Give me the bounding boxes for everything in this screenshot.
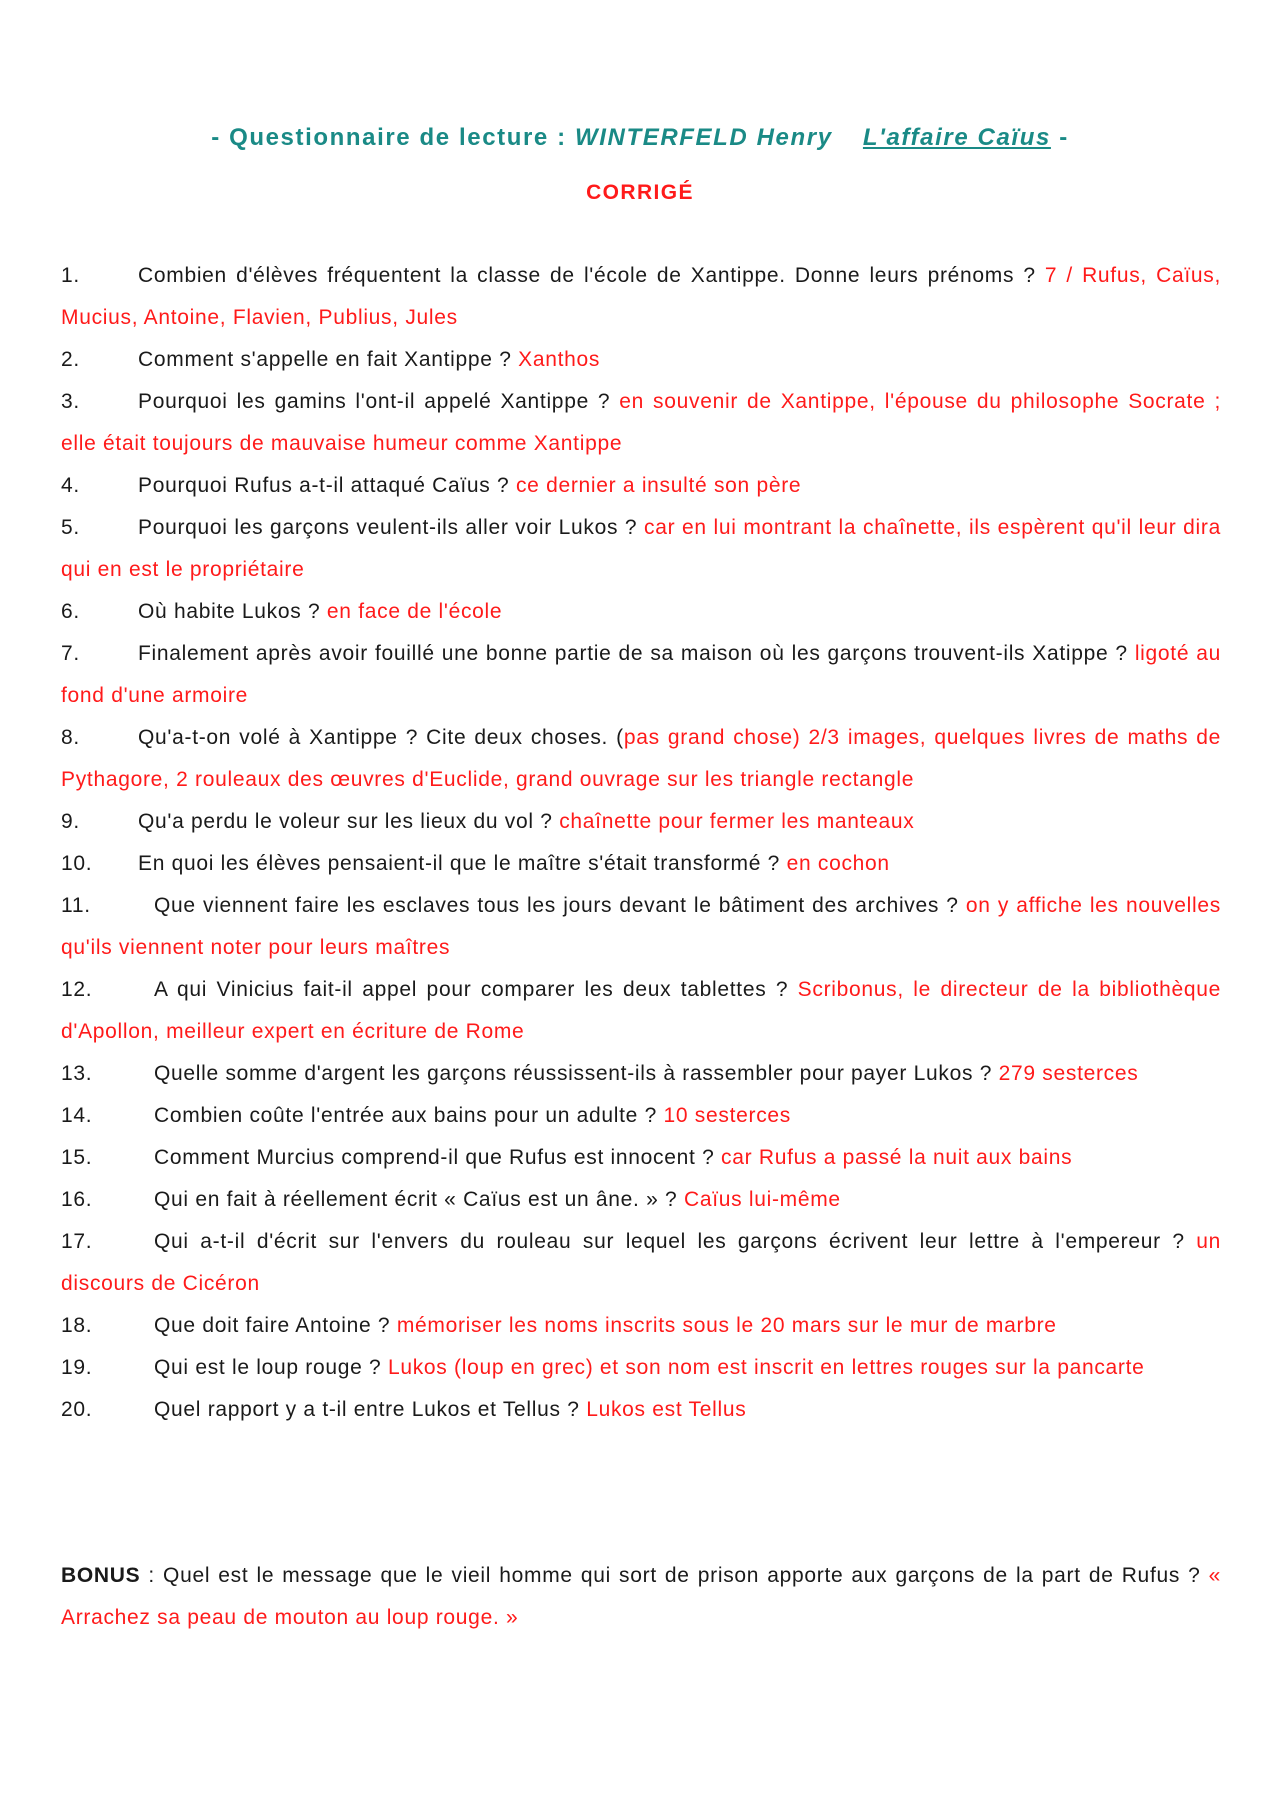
question-number: 1. (61, 264, 80, 287)
question-text: Comment Murcius comprend-il que Rufus est innocent ? (154, 1146, 715, 1169)
answer-text: Scribonus, le directeur de la bibliothèque d'Apollon, meilleur expert en écriture de Rome (61, 978, 1221, 1043)
page-title (0, 124, 1280, 152)
answer-text: Lukos (loup en grec) et son nom est inscrit en lettres rouges sur la pancarte (387, 1356, 1145, 1379)
answer-text: pas grand chose) 2/3 images, quelques livres de maths de Pythagore, 2 rouleaux des œuvres d'Euclide, grand ouvrage sur les triangle rectangle (61, 726, 1221, 791)
answer-text: mémoriser les noms inscrits sous le 20 mars sur le mur de marbre (396, 1314, 1057, 1337)
question-item (61, 1221, 1221, 1305)
question-item (61, 843, 1221, 885)
answer-text: on y affiche les nouvelles qu'ils viennent noter pour leurs maîtres (61, 894, 1221, 959)
bonus-question: : Quel est le message que le vieil homme qui sort de prison apporte aux garçons de la part de Rufus ? (148, 1564, 1201, 1587)
question-number: 18. (61, 1314, 93, 1337)
question-text: Finalement après avoir fouillé une bonne partie de sa maison où les garçons trouvent-ils Xatippe ? (138, 642, 1128, 665)
question-text: Qu'a perdu le voleur sur les lieux du vol ? (138, 810, 553, 833)
question-item (61, 717, 1221, 801)
question-number: 10. (61, 852, 93, 875)
question-number: 15. (61, 1146, 93, 1169)
question-text: Pourquoi les gamins l'ont-il appelé Xantippe ? (138, 390, 611, 413)
answer-text: 279 sesterces (998, 1062, 1139, 1085)
question-text: Pourquoi les garçons veulent-ils aller voir Lukos ? (138, 516, 638, 539)
question-number: 9. (61, 810, 80, 833)
answer-text: Caïus lui-même (683, 1188, 841, 1211)
title-prefix: - Questionnaire de lecture : (211, 124, 567, 151)
question-text: Qu'a-t-on volé à Xantippe ? Cite deux choses. ( (138, 726, 624, 749)
question-text: Pourquoi Rufus a-t-il attaqué Caïus ? (138, 474, 510, 497)
bonus-section (61, 1555, 1221, 1639)
answer-text: 10 sesterces (663, 1104, 791, 1127)
question-text: Quelle somme d'argent les garçons réussissent-ils à rassembler pour payer Lukos ? (154, 1062, 993, 1085)
question-number: 6. (61, 600, 80, 623)
answer-text: 7 / Rufus, Caïus, Mucius, Antoine, Flavien, Publius, Jules (61, 264, 1221, 329)
question-text: Quel rapport y a t-il entre Lukos et Tellus ? (154, 1398, 580, 1421)
question-number: 4. (61, 474, 80, 497)
question-list (61, 255, 1221, 1431)
question-text: Que viennent faire les esclaves tous les jours devant le bâtiment des archives ? (154, 894, 959, 917)
question-number: 13. (61, 1062, 93, 1085)
question-text: Combien coûte l'entrée aux bains pour un adulte ? (154, 1104, 657, 1127)
question-text: Qui en fait à réellement écrit « Caïus est un âne. » ? (154, 1188, 678, 1211)
question-item (61, 381, 1221, 465)
question-item (61, 591, 1221, 633)
question-number: 17. (61, 1230, 93, 1253)
question-text: Qui a-t-il d'écrit sur l'envers du rouleau sur lequel les garçons écrivent leur lettre à l'empereur ? (154, 1230, 1185, 1253)
answer-text: en face de l'école (326, 600, 503, 623)
answer-text: un discours de Cicéron (61, 1230, 1221, 1295)
question-item (61, 1053, 1221, 1095)
question-number: 8. (61, 726, 80, 749)
question-item (61, 1137, 1221, 1179)
answer-text: ce dernier a insulté son père (515, 474, 802, 497)
answer-text: en souvenir de Xantippe, l'épouse du philosophe Socrate ; elle était toujours de mauvaise humeur comme Xantippe (61, 390, 1221, 455)
answer-text: en cochon (786, 852, 890, 875)
question-text: Que doit faire Antoine ? (154, 1314, 391, 1337)
bonus-answer: « Arrachez sa peau de mouton au loup rouge. » (61, 1564, 1221, 1629)
question-text: Où habite Lukos ? (138, 600, 321, 623)
question-number: 14. (61, 1104, 93, 1127)
question-text: Comment s'appelle en fait Xantippe ? (138, 348, 512, 371)
question-text: Qui est le loup rouge ? (154, 1356, 382, 1379)
question-item (61, 1179, 1221, 1221)
question-text: A qui Vinicius fait-il appel pour comparer les deux tablettes ? (154, 978, 789, 1001)
title-author: WINTERFELD Henry (575, 124, 833, 151)
answer-text: ligoté au fond d'une armoire (61, 642, 1221, 707)
question-number: 12. (61, 978, 93, 1001)
question-item (61, 1347, 1221, 1389)
question-number: 19. (61, 1356, 93, 1379)
question-number: 7. (61, 642, 80, 665)
question-item (61, 885, 1221, 969)
question-item (61, 1095, 1221, 1137)
question-text: Combien d'élèves fréquentent la classe de l'école de Xantippe. Donne leurs prénoms ? (138, 264, 1036, 287)
answer-text: car en lui montrant la chaînette, ils espèrent qu'il leur dira qui en est le propriétaire (61, 516, 1221, 581)
question-item (61, 507, 1221, 591)
question-item (61, 1305, 1221, 1347)
question-item (61, 633, 1221, 717)
question-item (61, 1389, 1221, 1431)
question-item (61, 465, 1221, 507)
question-number: 11. (61, 894, 91, 917)
bonus-label: BONUS (61, 1564, 141, 1587)
answer-text: chaînette pour fermer les manteaux (559, 810, 915, 833)
question-number: 20. (61, 1398, 93, 1421)
question-number: 5. (61, 516, 80, 539)
question-number: 2. (61, 348, 80, 371)
answer-text: Lukos est Tellus (586, 1398, 747, 1421)
question-item (61, 255, 1221, 339)
question-text: En quoi les élèves pensaient-il que le maître s'était transformé ? (138, 852, 781, 875)
question-number: 16. (61, 1188, 93, 1211)
answer-text: car Rufus a passé la nuit aux bains (721, 1146, 1073, 1169)
question-item (61, 339, 1221, 381)
question-item (61, 801, 1221, 843)
title-suffix: - (1059, 124, 1069, 151)
question-number: 3. (61, 390, 80, 413)
question-item (61, 969, 1221, 1053)
title-book: L'affaire Caïus (862, 124, 1051, 151)
answer-text: Xanthos (518, 348, 601, 371)
page-subtitle: CORRIGÉ (586, 181, 694, 204)
